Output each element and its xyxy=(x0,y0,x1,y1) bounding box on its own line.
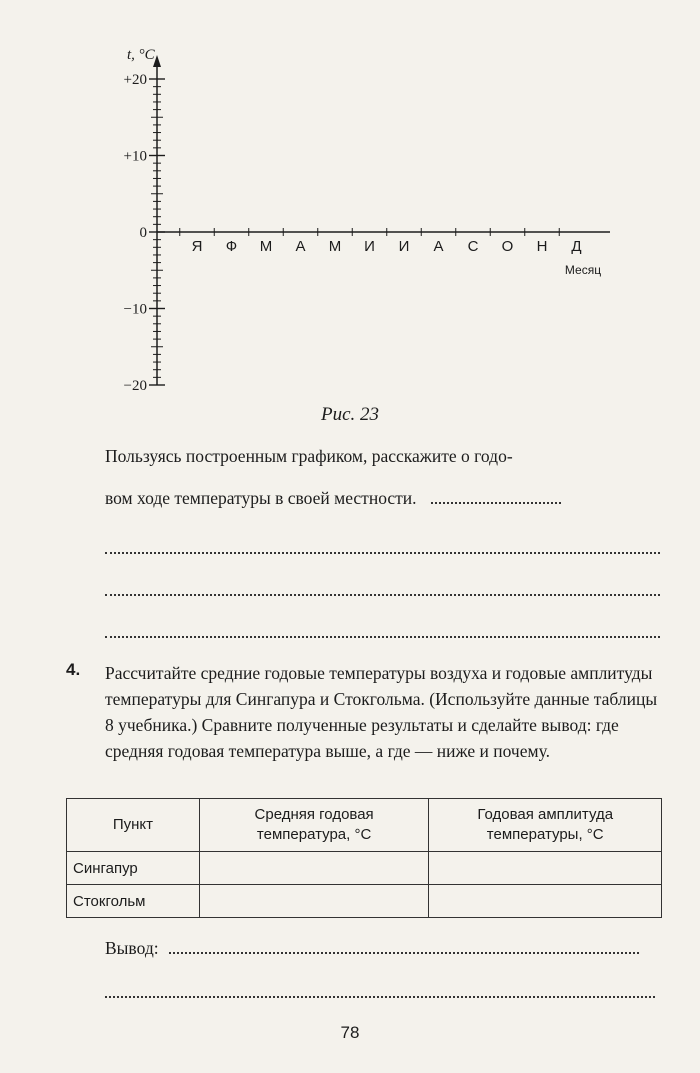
x-tick-label: М xyxy=(259,238,273,255)
x-tick-label: Ф xyxy=(225,238,238,255)
x-axis-title: Месяц xyxy=(564,263,602,277)
answer-line-1[interactable] xyxy=(105,550,660,554)
y-tick-label: −10 xyxy=(123,301,147,318)
table-header-cell: Пункт xyxy=(67,799,200,852)
x-tick-label: С xyxy=(467,238,479,255)
page-number: 78 xyxy=(340,1023,360,1042)
table-cell-place: Сингапур xyxy=(67,852,200,885)
table-cell-input[interactable] xyxy=(199,852,429,885)
answer-line-inline[interactable] xyxy=(431,502,561,504)
table-cell-input[interactable] xyxy=(199,885,429,918)
task4-text: Рассчитайте средние годовые температуры воздуха и годовые амплитуды температуры для Сингапура и Стокгольма. (Используйте данные таблицы 8 учебника.) Сравните полученные результаты и сделайте вывод: где средняя годовая температура выше, а где — ниже и почему. xyxy=(105,663,658,761)
x-tick-label: А xyxy=(433,238,444,255)
task4-number: 4. xyxy=(66,660,81,679)
y-tick-label: +10 xyxy=(123,148,147,165)
results-table xyxy=(66,798,662,918)
x-tick-label: М xyxy=(328,238,342,255)
table-cell-place: Стокгольм xyxy=(67,885,200,918)
conclusion-answer-line-2[interactable] xyxy=(105,994,655,998)
table-row xyxy=(67,852,662,885)
y-tick-label: +20 xyxy=(123,72,147,88)
table-header-row xyxy=(67,799,662,852)
table-header-cell: Годовая амплитуда температуры, °С xyxy=(429,799,662,852)
task3-line2 xyxy=(105,484,660,512)
x-tick-label: И xyxy=(398,238,410,255)
figure-caption: Рис. 23 xyxy=(320,404,380,425)
x-tick-label: Я xyxy=(191,238,203,255)
conclusion-label: Вывод: xyxy=(105,938,159,958)
task3-line1: Пользуясь построенным графиком, расскажите о годо- xyxy=(105,446,513,466)
x-tick-label: Д xyxy=(571,238,582,255)
x-tick-label: А xyxy=(295,238,306,255)
y-tick-label: −20 xyxy=(123,378,147,394)
conclusion-answer-line[interactable] xyxy=(169,952,639,954)
conclusion-row xyxy=(105,938,660,959)
table-row xyxy=(67,885,662,918)
temperature-chart xyxy=(0,0,700,400)
y-axis-title: t, °C xyxy=(127,47,155,63)
answer-line-3[interactable] xyxy=(105,634,660,638)
x-tick-label: И xyxy=(364,238,375,255)
y-tick-label: 0 xyxy=(139,225,147,241)
table-header-cell: Средняя годовая температура, °С xyxy=(199,799,429,852)
x-tick-label: Н xyxy=(536,238,548,255)
table-cell-input[interactable] xyxy=(429,852,662,885)
task3-line2-text: вом ходе температуры в своей местности. xyxy=(105,488,417,508)
answer-line-2[interactable] xyxy=(105,592,660,596)
x-tick-label: О xyxy=(501,238,514,255)
table-cell-input[interactable] xyxy=(429,885,662,918)
